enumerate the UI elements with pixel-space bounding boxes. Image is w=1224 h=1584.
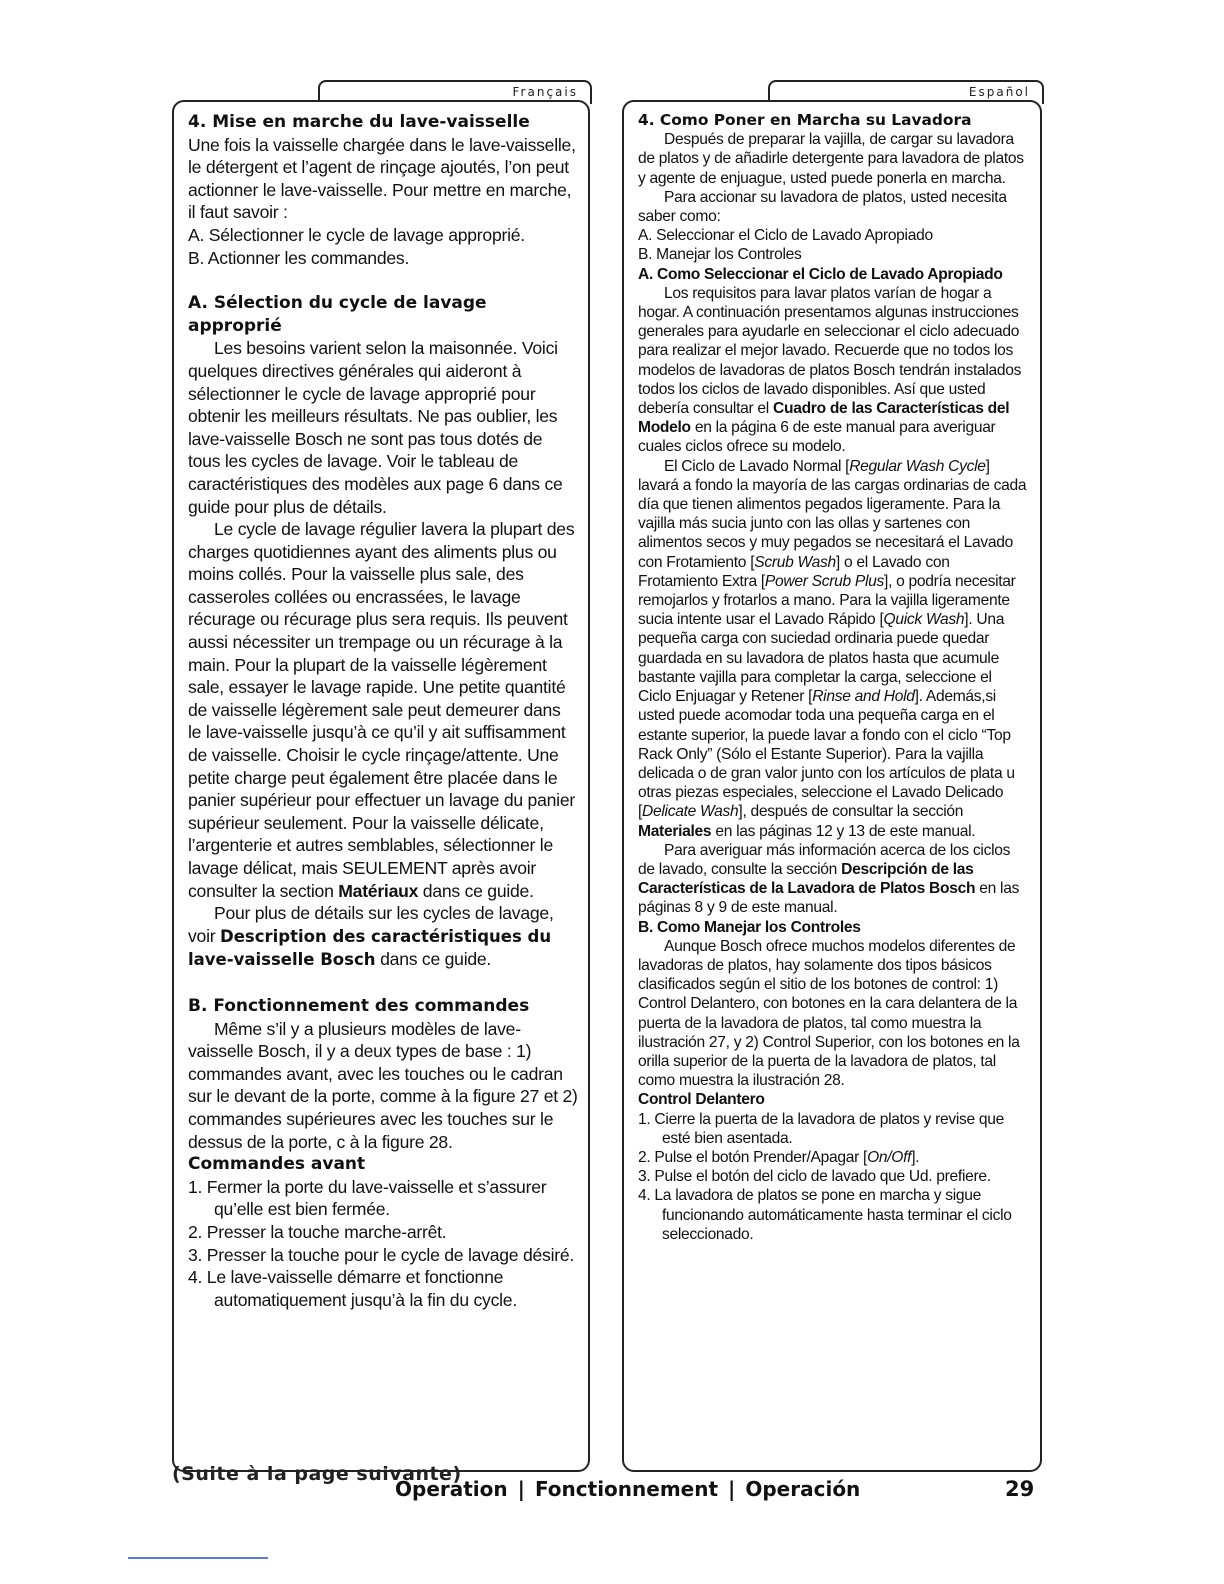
fr-a-paragraph-3-end: dans ce guide. <box>380 949 492 970</box>
es-heading: 4. Como Poner en Marcha su Lavadora <box>638 111 972 129</box>
fr-a-paragraph-2-text: Le cycle de lavage régulier lavera la plupart des charges quotidiennes ayant des aliments plus ou moins collés. Pour la vaisselle plus sale, des casseroles collées ou encrassées, le lavage récurage ou récurage plus sera requis. Ils peuvent aussi nécessiter un trempage ou un récurage à la main. Pour la plupart de la vaisselle légèrement sale, essayer le lavage rapide. Une petite quantité de vaisselle légèrement sale peut demeurer dans le lave-vaisselle jusqu’à ce qu’il y ait suffisamment de vaisselle. Choisir le cycle rinçage/attente. Une petite charge peut également être placée dans le panier supérieur pour effectuer un lavage du panier supérieur seulement. Pour la vaisselle délicate, l’argenterie et autres semblables, sélectionner le lavage délicat, mais SEULEMENT après avoir consulter la section <box>188 519 575 901</box>
es-rinse-and-hold: Rinse and Hold <box>812 688 915 706</box>
es-a-paragraph-1 <box>638 284 1028 457</box>
footer-title <box>395 1477 860 1501</box>
es-front-controls-heading: Control Delantero <box>638 1091 765 1109</box>
es-descripcion-reference: Descripción de las Características de la Lavadora de Platos Bosch <box>638 860 976 898</box>
fr-materiaux-reference: Matériaux <box>338 880 419 901</box>
es-step-3: 3. Pulse el botón del ciclo de lavado que Ud. prefiere. <box>638 1168 991 1186</box>
es-step-1: 1. Cierre la puerta de la lavadora de platos y revise que esté bien asentada. <box>638 1110 1005 1147</box>
fr-list-b: B. Actionner les commandes. <box>188 247 410 268</box>
continued-note: (Suite à la page suivante) <box>172 1463 462 1485</box>
tab-espanol-label: Español <box>968 85 1030 99</box>
es-a-p2-t3: ] o el Lavado con Frotamiento Extra [ <box>638 553 950 590</box>
es-section-b-heading: B. Como Manejar los Controles <box>638 918 861 936</box>
footer-separator-1: | <box>517 1477 525 1501</box>
es-a-paragraph-3-text: Para averiguar más información acerca de los ciclos de lavado, consulte la sección <box>638 841 1011 878</box>
es-intro: Después de preparar la vajilla, de cargar su lavadora de platos y de añadirle detergente para lavadora de platos y agente de enjuague, usted puede ponerla en marcha. <box>638 131 1024 187</box>
es-step-2-end: ]. <box>911 1148 920 1166</box>
es-list-a: A. Seleccionar el Ciclo de Lavado Apropiado <box>638 227 933 245</box>
es-list-b: B. Manejar los Controles <box>638 246 802 264</box>
es-a-p2-t4: ], o podría necesitar remojarlos y frotarlos a mano. Para la vajilla ligeramente sucia intente usar el Lavado Rápido [ <box>638 572 1016 629</box>
es-a-p2-t1: El Ciclo de Lavado Normal [ <box>664 457 850 475</box>
es-a-p2-t5: ]. Una pequeña carga con suciedad ordinaria puede quedar guardada en su lavadora de platos hasta que acumule bastante vajilla para completar la carga, seleccione el Ciclo Enjuagar y Retener [ <box>638 611 1005 706</box>
es-quick-wash: Quick Wash <box>883 611 965 629</box>
fr-step-3: 3. Presser la touche pour le cycle de lavage désiré. <box>188 1244 575 1265</box>
es-regular-wash: Regular Wash Cycle <box>849 457 986 475</box>
es-step-2 <box>638 1148 1028 1167</box>
es-a-p2-t6: ]. Además,si usted puede acomodar toda una pequeña carga en el estante superior, la puede lavar a fondo con el ciclo “Top Rack Only” (Sólo el Estante Superior). Para la vajilla delicada o de gran valor junto con los artículos de plata u otras piezas especiales, seleccione el Lavado Delicado [ <box>638 688 1015 821</box>
es-a-paragraph-3 <box>638 841 1028 918</box>
fr-a-paragraph-3-text: Pour plus de détails sur les cycles de lavage, voir <box>188 903 554 946</box>
es-delicate-wash: Delicate Wash <box>642 803 739 821</box>
fr-list-a: A. Sélectionner le cycle de lavage approprié. <box>188 224 525 245</box>
spanish-column <box>622 100 1042 1472</box>
fr-a-paragraph-2 <box>188 518 578 902</box>
es-a-paragraph-3-end: en las páginas 8 y 9 de este manual. <box>638 880 1020 917</box>
fr-b-paragraph-1: Même s’il y a plusieurs modèles de lave-vaisselle Bosch, il y a deux types de base : 1) commandes avant, avec les touches ou le cadran sur le devant de la porte, comme à la figure 27 et 2) commandes supérieures avec les touches sur le dessus de la porte, c à la figure 28. <box>188 1018 578 1152</box>
fr-front-controls-heading: Commandes avant <box>188 1154 366 1175</box>
fr-steps-list <box>188 1176 578 1312</box>
es-section-a-heading: A. Como Seleccionar el Ciclo de Lavado Apropiado <box>638 265 1003 283</box>
es-a-paragraph-2 <box>638 457 1028 841</box>
es-scrub-wash: Scrub Wash <box>754 553 836 571</box>
es-a-paragraph-1-end: en la página 6 de este manual para averiguar cuales ciclos ofrece su modelo. <box>638 419 996 456</box>
fr-step-1: 1. Fermer la porte du lave-vaisselle et s’assurer qu’elle est bien fermée. <box>188 1176 547 1220</box>
es-materiales-reference: Materiales <box>638 822 712 840</box>
fr-section-b-heading: B. Fonctionnement des commandes <box>188 995 530 1016</box>
fr-heading: 4. Mise en marche du lave-vaisselle <box>188 112 530 132</box>
fr-a-paragraph-3 <box>188 902 578 972</box>
scan-artifact-line <box>128 1557 268 1559</box>
es-a-p2-t2: ] lavará a fondo la mayoría de las cargas ordinarias de cada día que tienen alimentos pegados ligeramente. Para la vajilla más sucia junto con las ollas y sartenes con alimentos secos y muy pegados se necesitará el Lavado con Frotamiento [ <box>638 457 1027 571</box>
page-number: 29 <box>1005 1477 1035 1501</box>
french-column <box>172 100 590 1472</box>
footer-title-operacion: Operación <box>745 1477 861 1501</box>
fr-section-a-heading: A. Sélection du cycle de lavage approprié <box>188 293 487 336</box>
footer-separator-2: | <box>728 1477 736 1501</box>
fr-step-2: 2. Presser la touche marche-arrêt. <box>188 1221 447 1242</box>
tab-francais-label: Français <box>512 85 578 99</box>
fr-description-reference: Description des caractéristiques du lave-vaisselle Bosch <box>188 926 552 970</box>
es-b-paragraph-1: Aunque Bosch ofrece muchos modelos diferentes de lavadoras de platos, hay solamente dos tipos básicos clasificados según el sitio de los botones de control: 1) Control Delantero, con botones en la cara delantera de la puerta de la lavadora de platos, tal como muestra la ilustración 27, y 2) Control Superior, con los botones en la orilla superior de la puerta de la lavadora de platos, tal como muestra la ilustración 28. <box>638 937 1020 1090</box>
fr-intro: Une fois la vaisselle chargée dans le lave-vaisselle, le détergent et l’agent de rinçage ajoutés, l’on peut actionner le lave-vaisselle. Pour mettre en marche, il faut savoir : <box>188 134 576 223</box>
es-a-paragraph-1-text: Los requisitos para lavar platos varían de hogar a hogar. A continuación presentamos algunas instrucciones generales para ayudarle en seleccionar el ciclo adecuado para realizar el mejor lavado. Recuerde que no todos los modelos de lavadoras de platos Bosch tendrán instalados todos los ciclos de lavado disponibles. Así que usted debería consultar el <box>638 284 1022 418</box>
es-steps-list <box>638 1110 1028 1244</box>
footer-title-fonctionnement: Fonctionnement <box>534 1477 719 1501</box>
es-power-scrub-plus: Power Scrub Plus <box>764 572 885 590</box>
es-on-off: On/Off <box>867 1148 912 1166</box>
es-step-4: 4. La lavadora de platos se pone en marcha y sigue funcionando automáticamente hasta terminar el ciclo seleccionado. <box>638 1187 1012 1243</box>
fr-a-paragraph-2-end: dans ce guide. <box>422 880 534 901</box>
es-step-2-text: 2. Pulse el botón Prender/Apagar [ <box>638 1148 868 1166</box>
fr-step-4: 4. Le lave-vaisselle démarre et fonctionne automatiquement jusqu’à la fin du cycle. <box>188 1267 517 1310</box>
es-intro-2: Para accionar su lavadora de platos, usted necesita saber como: <box>638 188 1007 226</box>
es-a-p2-t7: ], después de consultar la sección <box>738 803 964 821</box>
fr-a-paragraph-1: Les besoins varient selon la maisonnée. Voici quelques directives générales qui aideront à sélectionner le cycle de lavage approprié pour obtenir les meilleurs résultats. Ne pas oublier, les lave-vaisselle Bosch ne sont pas tous dotés de tous les cycles de lavage. Voir le tableau de caractéristiques des modèles aux page 6 dans ce guide pour plus de détails. <box>188 338 563 517</box>
es-cuadro-reference: Cuadro de las Características del Modelo <box>638 400 1010 437</box>
es-a-p2-t8: en las páginas 12 y 13 de este manual. <box>715 822 976 840</box>
footer-title-operation: Operation <box>395 1477 508 1501</box>
